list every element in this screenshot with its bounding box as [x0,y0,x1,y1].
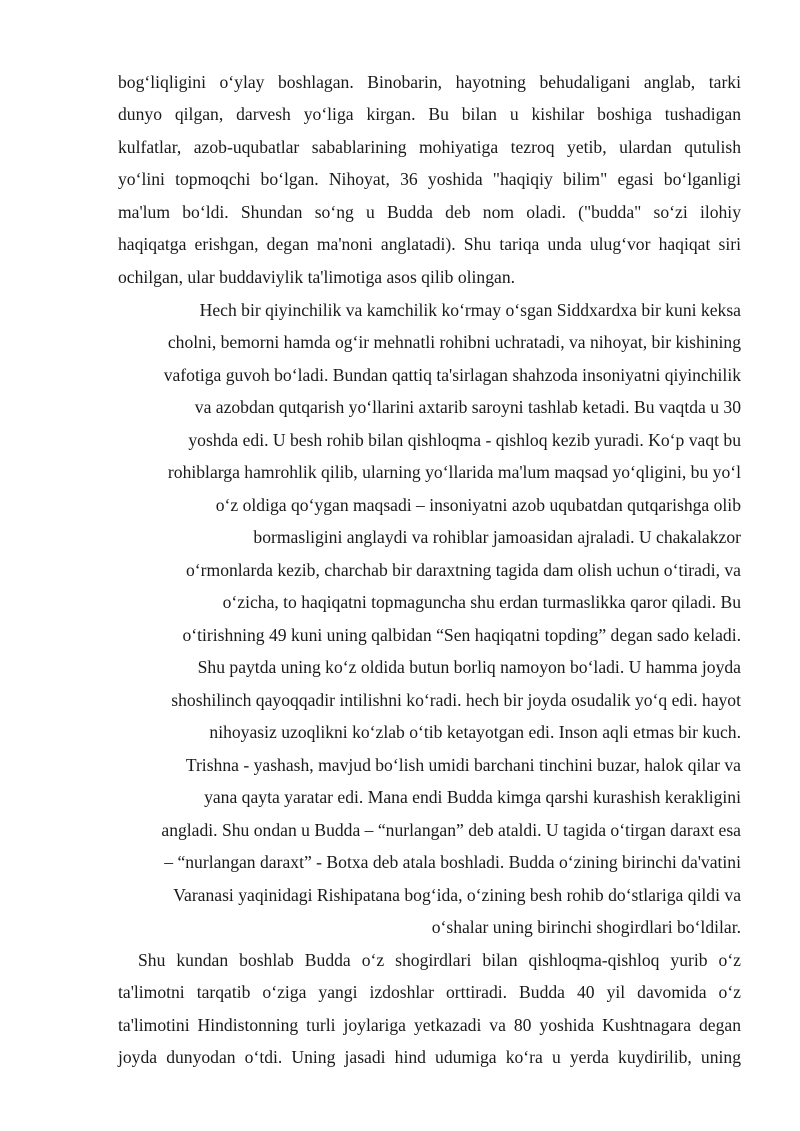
text-line: Shu kundan boshlab Budda o‘z shogirdlari bilan qishloqma-qishloq yurib o‘z [138,950,741,970]
text-line: nihoyasiz uzoqlikni ko‘zlab o‘tib ketayotgan edi. Inson aqli etmas bir kuch. [209,722,741,742]
text-line: o‘rmonlarda kezib, charchab bir daraxtning tagida dam olish uchun o‘tiradi, va [186,560,741,580]
text-line: haqiqatga erishgan, degan ma'noni anglatadi). Shu tariqa unda ulug‘vor haqiqat siri [118,234,741,254]
text-line: ta'limotini Hindistonning turli joylariga yetkazadi va 80 yoshida Kushtnagara degan [118,1015,741,1035]
text-line: yoshda edi. U besh rohib bilan qishloqma - qishloq kezib yuradi. Ko‘p vaqt bu [188,430,741,450]
text-line: o‘z oldiga qo‘ygan maqsadi – insoniyatni azob uqubatdan qutqarishga olib [215,495,741,515]
text-line: ochilgan, ular buddaviylik ta'limotiga asos qilib olingan. [118,267,516,287]
text-line: cholni, bemorni hamda og‘ir mehnatli rohibni uchratadi, va nihoyat, bir kishining [167,332,741,352]
text-line: dunyo qilgan, darvesh yo‘liga kirgan. Bu bilan u kishilar boshiga tushadigan [118,104,741,124]
text-line: rohiblarga hamrohlik qilib, ularning yo‘llarida ma'lum maqsad yo‘qligini, bu yo‘l [167,462,741,482]
text-line: ta'limotni tarqatib o‘ziga yangi izdoshlar orttiradi. Budda 40 yil davomida o‘z [118,982,741,1002]
text-line: joyda dunyodan o‘tdi. Uning jasadi hind udumiga ko‘ra u yerda kuydirilib, uning [118,1047,741,1067]
text-line: Trishna - yashash, mavjud bo‘lish umidi barchani tinchini buzar, halok qilar va [185,755,741,775]
text-line: o‘shalar uning birinchi shogirdlari bo‘ldilar. [431,917,741,937]
text-line: yo‘lini topmoqchi bo‘lgan. Nihoyat, 36 yoshida "haqiqiy bilim" egasi bo‘lganligi [118,169,741,189]
text-line: Hech bir qiyinchilik va kamchilik ko‘rmay o‘sgan Siddxardxa bir kuni keksa [199,300,741,320]
text-line: va azobdan qutqarish yo‘llarini axtarib saroyni tashlab ketadi. Bu vaqtda u 30 [194,397,741,417]
text-line: Varanasi yaqinidagi Rishipatana bog‘ida, o‘zining besh rohib do‘stlariga qildi va [173,885,741,905]
text-line: vafotiga guvoh bo‘ladi. Bundan qattiq ta'sirlagan shahzoda insoniyatni qiyinchilik [163,365,741,385]
text-line: o‘zicha, to haqiqatni topmaguncha shu erdan turmaslikka qaror qiladi. Bu [222,592,741,612]
text-line: shoshilinch qayoqqadir intilishni ko‘radi. hech bir joyda osudalik yo‘q edi. hayot [171,690,741,710]
text-line: yana qayta yaratar edi. Mana endi Budda kimga qarshi kurashish kerakligini [204,787,741,807]
text-line: bog‘liqligini o‘ylay boshlagan. Binobarin, hayotning behudaligani anglab, tarki [118,72,741,92]
text-line: o‘tirishning 49 kuni uning qalbidan “Sen haqiqatni topding” degan sado keladi. [182,625,741,645]
text-line: ma'lum bo‘ldi. Shundan so‘ng u Budda deb nom oladi. ("budda" so‘zi ilohiy [118,202,741,222]
text-line: bormasligini anglaydi va rohiblar jamoasidan ajraladi. U chakalakzor [253,527,741,547]
text-line: angladi. Shu ondan u Budda – “nurlangan” deb ataldi. U tagida o‘tirgan daraxt esa [161,820,741,840]
text-line: Shu paytda uning ko‘z oldida butun borliq namoyon bo‘ladi. U hamma joyda [197,657,741,677]
text-line: – “nurlangan daraxt” - Botxa deb atala boshladi. Budda o‘zining birinchi da'vatini [164,852,741,872]
text-line: kulfatlar, azob-uqubatlar sabablarining mohiyatiga tezroq yetib, ulardan qutulish [118,137,741,157]
